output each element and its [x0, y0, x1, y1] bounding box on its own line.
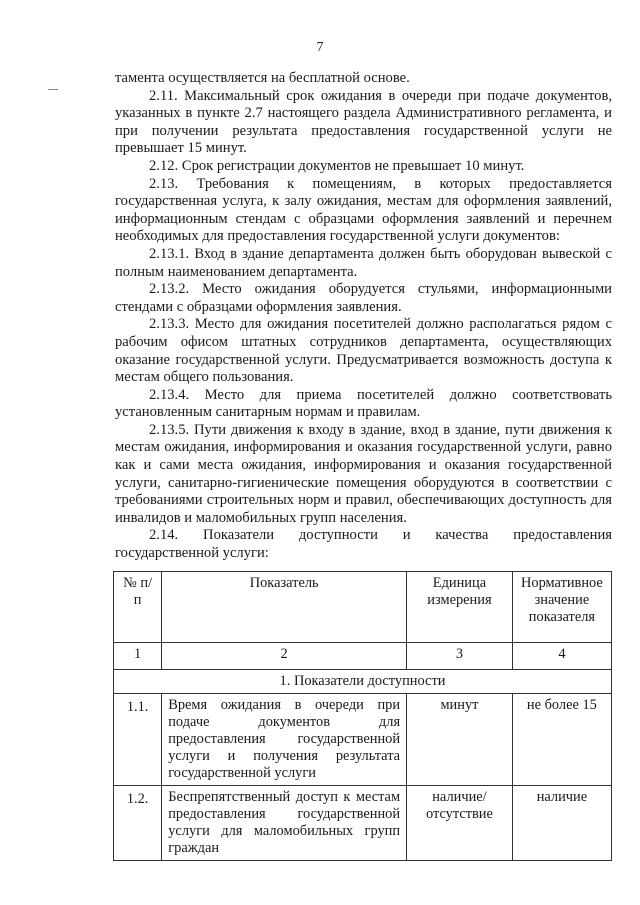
paragraph-2-14: 2.14. Показатели доступности и качества предоставления государственной услуги: — [115, 527, 612, 562]
column-number: 2 — [162, 643, 407, 670]
paragraph-2-13-3: 2.13.3. Место для ожидания посетителей должно располагаться рядом с рабочим офисом штатных сотрудников департамента, осуществляющих оказание государственной услуги. Предусматривается возможность доступа к местам общего пользования. — [115, 316, 612, 386]
row-indicator: Беспрепятственный доступ к местам предоставления государственной услуги для маломобильных групп граждан — [162, 786, 407, 861]
column-number: 4 — [512, 643, 611, 670]
section-row — [114, 670, 612, 694]
header-indicator: Показатель — [162, 572, 407, 643]
paragraph-2-13-1: 2.13.1. Вход в здание департамента должен быть оборудован вывеской с полным наименованием департамента. — [115, 245, 612, 280]
column-number: 1 — [114, 643, 162, 670]
row-unit: наличие/отсутствие — [407, 786, 513, 861]
margin-mark — [48, 89, 58, 90]
header-norm: Нормативное значение показателя — [512, 572, 611, 643]
table-row — [114, 694, 612, 786]
header-unit: Единица измерения — [407, 572, 513, 643]
section-title: 1. Показатели доступности — [114, 670, 612, 694]
paragraph-2-13-4: 2.13.4. Место для приема посетителей должно соответствовать установленным санитарным нормам и правилам. — [115, 386, 612, 421]
column-number: 3 — [407, 643, 513, 670]
indicators-table — [113, 571, 612, 861]
paragraph-2-12: 2.12. Срок регистрации документов не превышает 10 минут. — [149, 157, 525, 174]
paragraph-2-11: 2.11. Максимальный срок ожидания в очереди при подаче документов, указанных в пункте 2.7 настоящего раздела Административного регламента, и при получении результата предоставления государственной услуги не превышает 15 минут. — [115, 87, 612, 157]
row-norm: наличие — [512, 786, 611, 861]
paragraph-2-13-2: 2.13.2. Место ожидания оборудуется стульями, информационными стендами с образцами оформления заявления. — [115, 281, 612, 315]
column-number-row — [114, 643, 612, 670]
header-number: № п/п — [114, 572, 162, 643]
paragraph-continuation: тамента осуществляется на бесплатной основе. — [115, 70, 410, 86]
row-number: 1.2. — [114, 786, 162, 861]
table-row — [114, 786, 612, 861]
row-number: 1.1. — [114, 694, 162, 786]
row-indicator: Время ожидания в очереди при подаче документов для предоставления государственной услуги и получения результата государственной услуги — [162, 694, 407, 786]
row-norm: не более 15 — [512, 694, 611, 786]
page-number: 7 — [316, 40, 324, 55]
table-header-row — [114, 572, 612, 643]
paragraph-2-13-5: 2.13.5. Пути движения к входу в здание, вход в здание, пути движения к местам ожидания, информирования и оказания государственной услуги, равно как и сами места ожидания, информирования и оказания государственной услуги, санитарно-гигиенические помещения оборудуются в соответствии с требованиями строительных норм и правил, обеспечивающих доступность для инвалидов и маломобильных групп населения. — [115, 421, 612, 526]
body-text — [115, 70, 612, 563]
row-unit: минут — [407, 694, 513, 786]
paragraph-2-13: 2.13. Требования к помещениям, в которых предоставляется государственная услуга, к залу ожидания, местам для оформления заявлений, информационным стендам с образцами оформления заявлений и перечнем необходимых для предоставления государственной услуги документов: — [115, 175, 612, 245]
